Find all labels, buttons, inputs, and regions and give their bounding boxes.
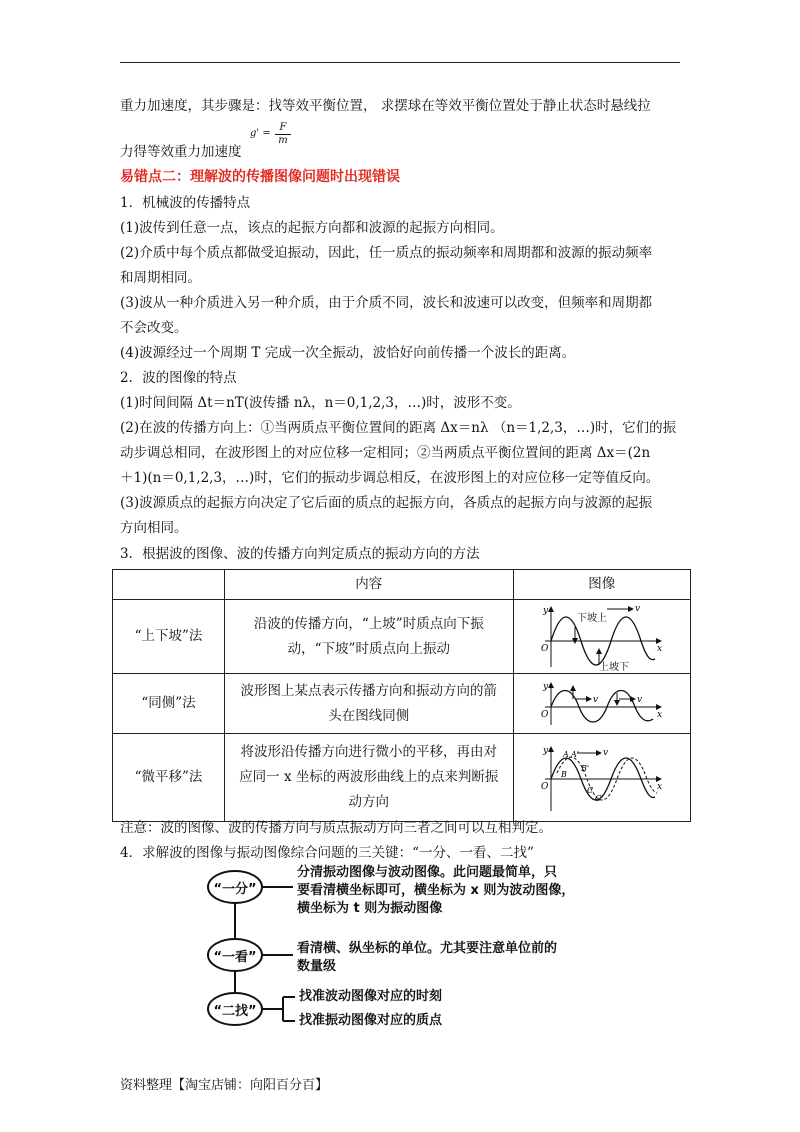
svg-text:C': C' (594, 793, 604, 803)
node3-line2: 找准振动图像对应的质点 (299, 1013, 443, 1028)
three-keys-diagram (205, 858, 625, 1038)
node2-line2: 数量级 (297, 959, 337, 974)
section-title: 易错点二：理解波的传播图像问题时出现错误 (120, 169, 400, 185)
node1-line1: 分清振动图像与波动图像。此问题最简单，只 (297, 865, 558, 880)
s1-heading: 1．机械波的传播特点 (120, 195, 251, 211)
s1-p2a: (2)介质中每个质点都做受迫振动，因此，任一质点的振动频率和周期都和波源的振动频率 (120, 245, 653, 261)
svg-text:y: y (542, 605, 548, 616)
table-header-cell (113, 570, 225, 600)
method-table (112, 569, 691, 822)
svg-text:上坡下: 上坡下 (598, 661, 629, 671)
s1-p3a: (3)波从一种介质进入另一种介质，由于介质不同，波长和波速可以改变，但频率和周期都 (120, 295, 653, 311)
svg-text:y: y (542, 745, 548, 756)
note: 注意：波的图像、波的传播方向与质点振动方向三者之间可以互相判定。 (120, 820, 552, 836)
s2-p1: (1)时间间隔 Δt＝nT(波传播 nλ，n＝0,1,2,3，…)时，波形不变。 (120, 395, 521, 411)
s2-p2c: ＋1)(n＝0,1,2,3，…)时，它们的振动步调总相反，在波形图上的对应位移一定等值反向。 (120, 470, 660, 486)
method-content: 沿波的传播方向，“上坡”时质点向下振动，“下坡”时质点向上振动 (225, 600, 513, 674)
intro-line-1: 重力加速度，其步骤是：找等效平衡位置， 求摆球在等效平衡位置处于静止状态时悬线拉 (120, 98, 651, 114)
method-name: “同侧”法 (113, 674, 225, 734)
s1-p3b: 不会改变。 (120, 320, 188, 336)
svg-text:A': A' (570, 749, 579, 759)
node-yikan: “一看” (213, 950, 257, 965)
node1-line2: 要看清横坐标即可，横坐标为 x 则为波动图像， (297, 883, 575, 898)
svg-text:x: x (656, 709, 662, 720)
method-name: “上下坡”法 (113, 600, 225, 674)
node1-line3: 横坐标为 t 则为振动图像 (297, 901, 443, 916)
svg-text:下坡上: 下坡上 (576, 612, 607, 624)
svg-text:B: B (560, 769, 567, 779)
svg-text:v: v (602, 747, 608, 758)
svg-text:O: O (540, 643, 549, 654)
s2-heading: 2．波的图像的特点 (120, 370, 237, 386)
s2-p2b: 动步调总相同，在波形图上的对应位移一定相同；②当两质点平衡位置间的距离 Δx＝(2n (120, 445, 651, 461)
wave-figure-same-side (513, 674, 690, 734)
svg-text:B': B' (580, 763, 589, 773)
node-erzhao: “二找” (213, 1004, 257, 1019)
header-rule (120, 62, 680, 63)
svg-text:O: O (540, 709, 549, 720)
svg-text:x: x (656, 781, 662, 792)
svg-text:v: v (634, 603, 640, 614)
table-header-cell: 内容 (225, 570, 513, 600)
s1-p1: (1)波传到任意一点，该点的起振方向都和波源的起振方向相同。 (120, 220, 504, 236)
s2-p2a: (2)在波的传播方向上：①当两质点平衡位置间的距离 Δx＝nλ （n＝1,2,3，…)时，它们的振 (120, 420, 677, 436)
svg-text:C: C (586, 785, 593, 795)
svg-text:v: v (592, 694, 598, 705)
table-header-cell: 图像 (513, 570, 690, 600)
s3-heading: 3．根据波的图像、波的传播方向判定质点的振动方向的方法 (120, 546, 480, 562)
s2-p3a: (3)波源质点的起振方向决定了它后面的质点的起振方向，各质点的起振方向与波源的起振 (120, 495, 653, 511)
wave-figure-slope (513, 600, 690, 674)
node2-line1: 看清横、纵坐标的单位。尤其要注意单位前的 (297, 941, 558, 956)
table-row (113, 600, 691, 674)
node3-line1: 找准波动图像对应的时刻 (299, 989, 443, 1004)
s1-p2b: 和周期相同。 (120, 270, 201, 286)
footer: 资料整理【淘宝店铺：向阳百分百】 (120, 1078, 329, 1093)
s4-heading: 4．求解波的图像与振动图像综合问题的三关键：“一分、一看、二找” (120, 845, 534, 861)
intro-line-2: 力得等效重力加速度 (120, 144, 242, 160)
svg-text:y: y (542, 681, 548, 692)
method-content: 将波形沿传播方向进行微小的平移，再由对应同一 x 坐标的两波形曲线上的点来判断振动方向 (225, 734, 513, 822)
svg-text:A: A (562, 749, 569, 759)
s2-p3b: 方向相同。 (120, 520, 188, 536)
table-row (113, 734, 691, 822)
svg-text:x: x (656, 643, 662, 654)
method-name: “微平移”法 (113, 734, 225, 822)
svg-text:v: v (636, 694, 642, 705)
s1-p4: (4)波源经过一个周期 T 完成一次全振动，波恰好向前传播一个波长的距离。 (120, 345, 576, 361)
wave-figure-shift (513, 734, 690, 822)
node-yifen: “一分” (213, 882, 257, 897)
table-header-row (113, 570, 691, 600)
table-row (113, 674, 691, 734)
svg-text:O: O (540, 781, 549, 792)
method-content: 波形图上某点表示传播方向和振动方向的箭头在图线同侧 (225, 674, 513, 734)
